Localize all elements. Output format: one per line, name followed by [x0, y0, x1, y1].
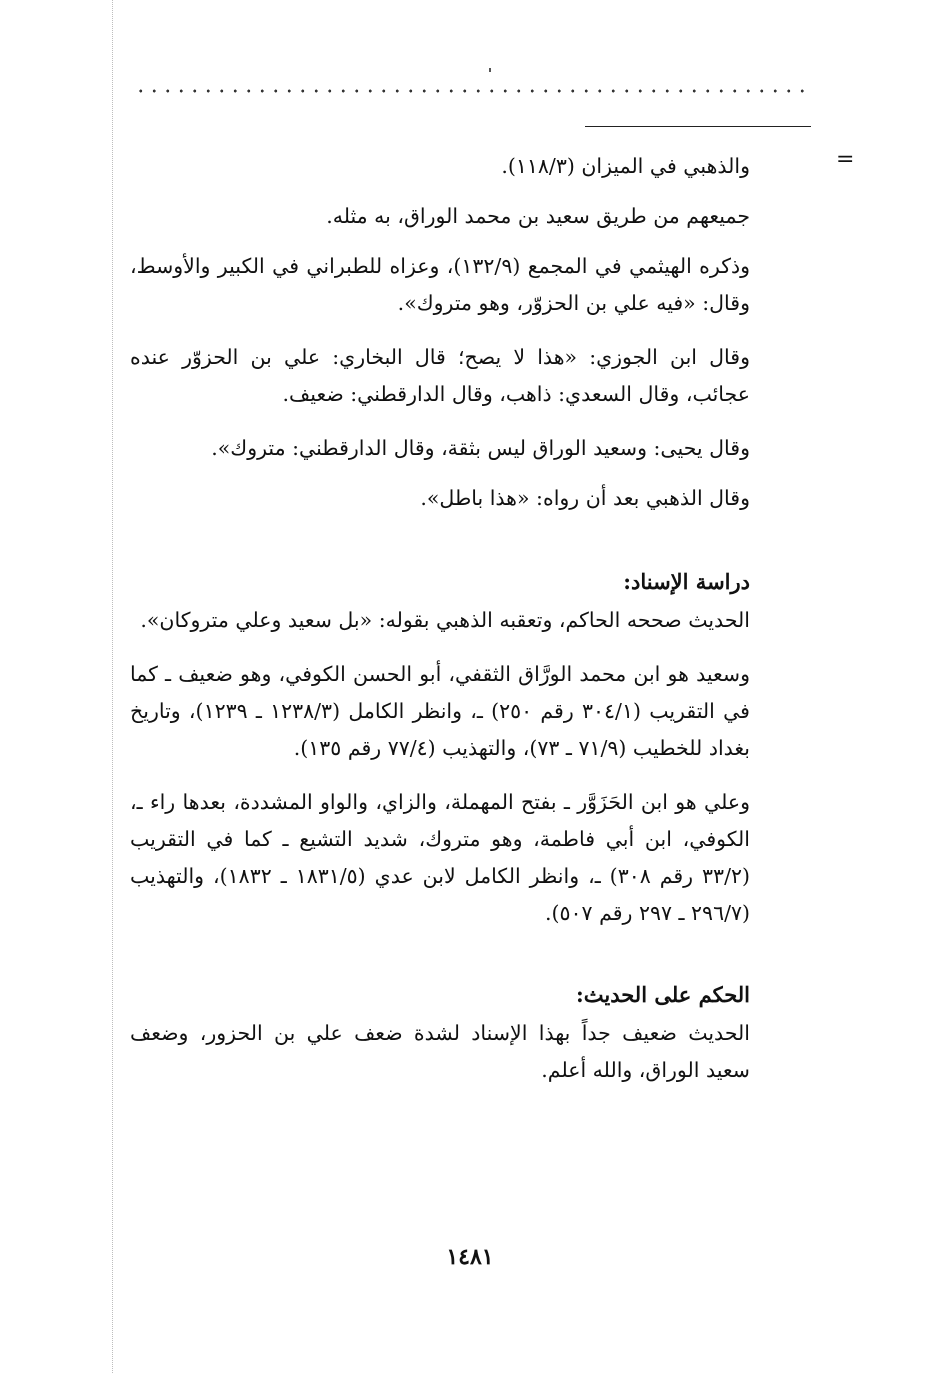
page-number: ١٤٨١: [446, 1244, 494, 1270]
paragraph-ruling: الحديث ضعيف جداً بهذا الإسناد لشدة ضعف علي بن الحزور، وضعف سعيد الوراق، والله أعلم.: [130, 1021, 750, 1082]
main-text: [130, 148, 750, 1106]
paragraph-said-warraq: وسعيد هو ابن محمد الورَّاق الثقفي، أبو الحسن الكوفي، وهو ضعيف ـ كما في التقريب (٣٠٤/١ رقم ٢٥٠) ـ، وانظر الكامل (١٢٣٨/٣ ـ ١٢٣٩)، وتاريخ بغداد للخطيب (٧١/٩ ـ ٧٣)، والتهذيب (٧٧/٤ رقم ١٣٥).: [130, 662, 750, 760]
paragraph-ali-hazwar: وعلي هو ابن الحَزَوَّر ـ بفتح المهملة، والزاي، والواو المشددة، بعدها راء ـ، الكوفي، ابن أبي فاطمة، وهو متروك، شديد التشيع ـ كما في التقريب (٣٣/٢ رقم ٣٠٨) ـ، وانظر الكامل لابن عدي (١٨٣١/٥ ـ ١٨٣٢)، والتهذيب (٢٩٦/٧ ـ ٢٩٧ رقم ٥٠٧).: [130, 790, 750, 925]
paragraph-yahya: وقال يحيى: وسعيد الوراق ليس بثقة، وقال الدارقطني: متروك».: [211, 436, 750, 460]
heading-hadith-ruling: الحكم على الحديث:: [576, 982, 750, 1007]
paragraph-dhahabi-batil: وقال الذهبي بعد أن رواه: «هذا باطل».: [420, 486, 750, 510]
paragraph-haythami: وذكره الهيثمي في المجمع (١٣٢/٩)، وعزاه للطبراني في الكبير والأوسط، وقال: «فيه علي بن الحزوّر، وهو متروك».: [130, 254, 750, 315]
paragraph-hakim: الحديث صححه الحاكم، وتعقبه الذهبي بقوله: «بل سعيد وعلي متروكان».: [140, 608, 750, 632]
scan-edge-line: [112, 0, 113, 1373]
heading-isnad-study: دراسة الإسناد:: [623, 569, 750, 594]
print-mark: [489, 68, 491, 72]
paragraph-ibn-jawzi: وقال ابن الجوزي: «هذا لا يصح؛ قال البخاري: علي بن الحزوّر عنده عجائب، وقال السعدي: ذاهب، وقال الدارقطني: ضعيف.: [130, 345, 750, 406]
footnote-rule: [585, 126, 811, 127]
footnote-continuation-mark: =: [836, 147, 855, 172]
paragraph-chain-source: جميعهم من طريق سعيد بن محمد الوراق، به مثله.: [326, 204, 750, 228]
dotted-separator: [134, 86, 810, 96]
paragraph-dhahabi-mizan: والذهبي في الميزان (١١٨/٣).: [501, 154, 750, 178]
